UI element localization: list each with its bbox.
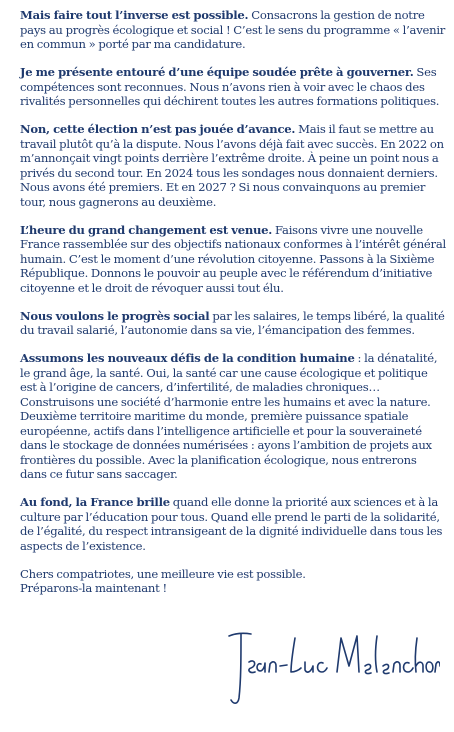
paragraph-program	[20, 8, 446, 52]
paragraph-body: Faisons vivre une nouvelle France rassemblée sur des objectifs nationaux conformes à l’intérêt général humain. C’est le moment d’une révolution citoyenne. Passons à la Sixième République. Donnons le pouvoir au peuple avec le référendum d’initiative citoyenne et le droit de révoquer aussi tout élu.	[20, 222, 446, 295]
paragraph-lead: Mais faire tout l’inverse est possible.	[20, 8, 249, 22]
paragraph-france-shines	[20, 495, 446, 553]
paragraph-body: par les salaires, le temps libéré, la qualité du travail salarié, l’autonomie dans sa vie, l’émancipation des femmes.	[20, 308, 445, 337]
paragraph-social-progress	[20, 309, 446, 338]
closing-line-2: Préparons-la maintenant !	[20, 581, 167, 595]
paragraph-lead: Non, cette élection n’est pas jouée d’avance.	[20, 122, 296, 136]
closing-paragraph	[20, 567, 446, 596]
paragraph-election	[20, 122, 446, 209]
paragraph-lead: Nous voulons le progrès social	[20, 308, 210, 323]
paragraph-human-condition	[20, 351, 446, 482]
paragraph-change	[20, 223, 446, 296]
paragraph-body: : la dénatalité, le grand âge, la santé. Oui, la santé car une cause écologique et politique est à l’origine de cancers, d’infertilité, de maladies chroniques… Construisons une société d’harmonie entre les humains et avec la nature. Deuxième territoire maritime du monde, première puissance spatiale européenne, actifs dans l’intelligence artificielle et pour la souveraineté dans le stockage de données numérisées : ayons l’ambition de projets aux frontières du possible. Avec la planification écologique, nous entrerons dans ce futur sans saccager.	[20, 351, 438, 481]
closing-line-1: Chers compatriotes, une meilleure vie est possible.	[20, 566, 306, 581]
paragraph-body: Mais il faut se mettre au travail plutôt qu’à la dispute. Nous l’avons déjà fait avec succès. En 2022 on m’annonçait vingt points derrière l’extrême droite. À peine un point nous a privés du second tour. En 2024 tous les sondages nous donnaient derniers. Nous avons été premiers. Et en 2027 ? Si nous convainquons au premier tour, nous gagnerons au deuxième.	[20, 122, 444, 209]
handwritten-signature	[225, 628, 440, 706]
paragraph-lead: Au fond, la France brille	[20, 495, 170, 509]
paragraph-lead: Je me présente entouré d’une équipe soudée prête à gouverner.	[20, 65, 414, 79]
paragraph-body: Ses compétences sont reconnues. Nous n’avons rien à voir avec le chaos des rivalités personnelles qui déchirent toutes les autres formations politiques.	[20, 65, 440, 108]
paragraph-team	[20, 65, 446, 109]
paragraph-body: Consacrons la gestion de notre pays au progrès écologique et social ! C’est le sens du programme « l’avenir en commun » porté par ma candidature.	[20, 8, 446, 51]
paragraph-body: quand elle donne la priorité aux sciences et à la culture par l’éducation pour tous. Quand elle prend le parti de la solidarité, de l’égalité, du respect intransigeant de la dignité individuelle dans tous les aspects de l’existence.	[20, 495, 443, 553]
paragraph-lead: Assumons les nouveaux défis de la condition humaine	[20, 351, 355, 365]
paragraph-lead: L’heure du grand changement est venue.	[20, 222, 273, 237]
